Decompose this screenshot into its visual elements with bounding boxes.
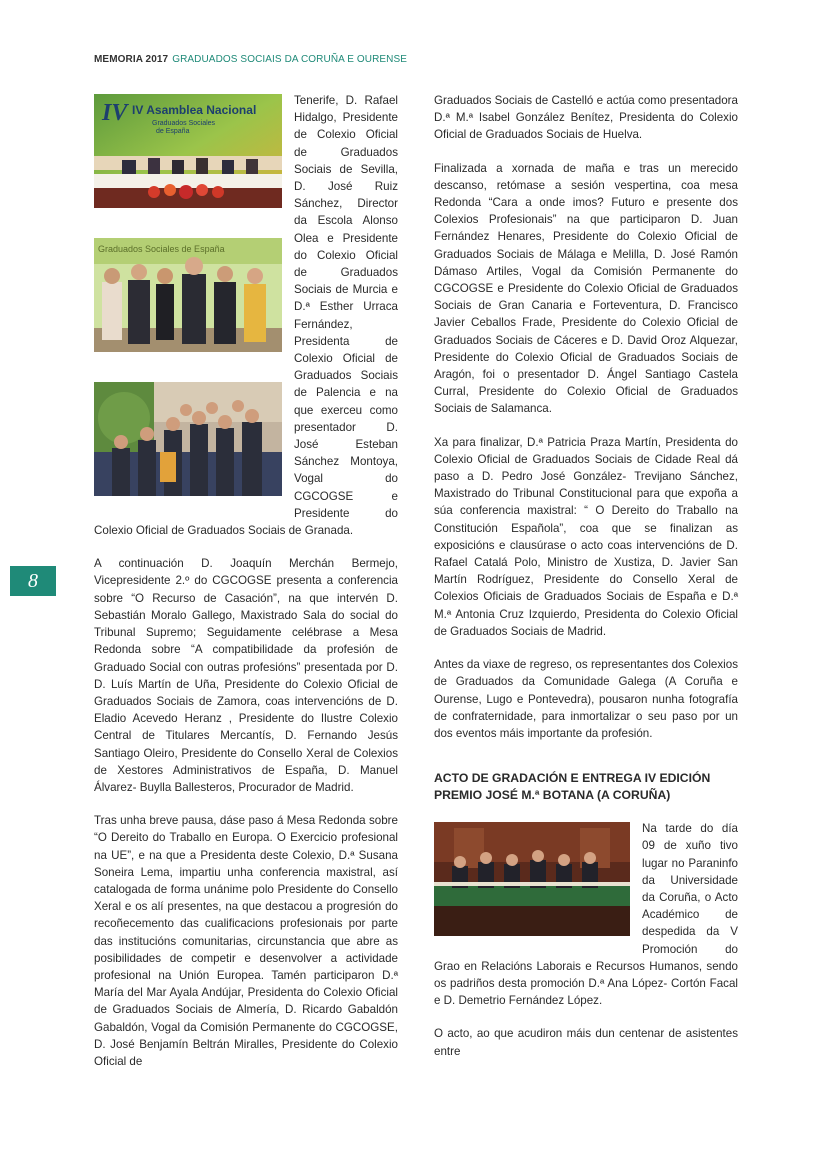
section-heading: ACTO DE GRADACIÓN E ENTREGA IV EDICIÓN PREMIO JOSÉ M.ª BOTANA (A CORUÑA): [434, 771, 711, 803]
left-paragraph-3: Tras unha breve pausa, dáse paso á Mesa Redonda sobre “O Dereito do Traballo en Europa. O Exercicio profesional na UE”, e na que a Presidenta deste Colexio, D.ª Susana Soneira Lema, impartiu unha conferencia maxistral, así catalogada de forma unánime polo Presidente do Consello Xeral e os alí presentes, na que destacou a progresión do recoñecemento das cualificacions profesionais por parte das institucións comunitarias, circunstancia que abre as posibilidades de competir e desenvolver a actividade profesional na Unión Europea. Tamén participaron D.ª María del Mar Ayala Andújar, Presidenta do Colexio Oficial de Graduados Sociais de Almería, D. Ricardo Gabaldón Gabaldón, Vogal da Comisión Permanente do CGCOGSE, D. José Benjamín Beltrán Miralles, Presidente do Colexio Oficial de: [94, 814, 398, 1068]
group-banner-text: Graduados Sociales de España: [98, 244, 225, 254]
left-paragraph-1: Tenerife, D. Rafael Hidalgo, Presidente de Colexio Oficial de Graduados Sociais de Sevilla, D. José Ruiz Sánchez, Director da Escola Alonso Olea e Presidente do Colexio Oficial de Graduados Sociais de Murcia e D.ª Esther Urraca Fernández, Presidenta de Colexio Oficial de Graduados Sociais de Palencia e na que exerceu como presentador D. José Esteban Sánchez Montoya, Vogal do CGCOGSE e Presidente do Colexio Oficial de Graduados Sociais de Granada.: [94, 94, 398, 538]
photo-group-standing: [94, 238, 282, 352]
right-paragraph-2: Finalizada a xornada de maña e tras un merecido descanso, retómase a sesión vespertina, coa mesa Redonda “Cara a onde imos? Futuro e presente dos Colexios Profesionais” na que participaron D. Juan Fernández Henares, Presidente do Colexio Oficial de Graduados Sociais de Málaga e Melilla, D. José Ramón Dámaso Artiles, Vogal da Comisión Permanente do CGCOGSE e Presidente do Colexio Oficial de Graduados Sociais de Gran Canaria e Forteventura, D. Francisco Javier Ceballos Frade, Presidente do Colexio Oficial de Graduados Sociais de Cáceres e D. David Oroz Alquezar, Presidente do Colexio Oficial de Graduados Sociais de Aragón, foi o presentador D. Ángel Santiago Castela Curral, Presidente do Colexio Oficial de Graduados Sociais de Salamanca.: [434, 161, 738, 416]
right-paragraph-5: Na tarde do día 09 de xuño tivo lugar no Paraninfo da Universidade da Coruña, o Acto Académico de despedida da V Promoción do Grao en Relacións Laborais e Recursos Humanos, sendo os padriños desta promoción D.ª Ana López- Cortón Facal e D. Demetrio Fernández López.: [434, 822, 738, 1008]
banner-line3: de España: [156, 128, 190, 135]
header-organization: GRADUADOS SOCIAIS DA CORUÑA E OURENSE: [172, 54, 408, 65]
header-report-title: MEMORIA 2017: [94, 54, 169, 65]
banner-line2: Graduados Sociales: [152, 120, 216, 127]
page-header: [94, 54, 407, 65]
photo-galician-representatives: [94, 382, 282, 496]
photo-asamblea-stage: [94, 94, 282, 208]
page-number-tab: 8: [10, 566, 56, 596]
svg-text:IV: IV: [102, 100, 128, 126]
banner-line1: IV Asamblea Nacional: [132, 103, 257, 117]
right-paragraph-6: O acto, ao que acudiron máis dun centenar de asistentes entre: [434, 1027, 738, 1058]
photo-graduation-ceremony: [434, 822, 630, 936]
right-paragraph-4: Antes da viaxe de regreso, os representantes dos Colexios de Graduados da Comunidade Galega (A Coruña e Ourense, Lugo e Pontevedra), pousaron nunha fotografía de confraternidade, para inmortalizar o seu paso por un dos eventos máis importante da profesión.: [434, 658, 738, 740]
right-paragraph-1: Graduados Sociais de Castelló e actúa como presentadora D.ª M.ª Isabel González Benítez, Presidenta do Colexio Oficial de Graduados Sociais de Huelva.: [434, 94, 738, 142]
right-paragraph-3: Xa para finalizar, D.ª Patricia Praza Martín, Presidenta do Colexio Oficial de Graduados Sociais de Cidade Real dá paso a D. Pedro José González- Trevijano Sánchez, Maxistrado do Tribunal Constitucional para que expoña a súa conferencia maxistral: “ O Dereito do Traballo na Constitución Española”, coa que se finalizan as exposicións e clausúrase o acto coas intervencións de D. Rafael Catalá Polo, Ministro de Xustiza, D. Javier San Martín Rodríguez, Presidente do Consello Xeral de Colexios Oficiais de Graduados Sociais de España e D.ª M.ª Antonia Cruz Izquierdo, Presidenta do Colexio Oficial de Graduados Sociais de Madrid.: [434, 435, 738, 638]
left-paragraph-2: A continuación D. Joaquín Merchán Bermejo, Vicepresidente 2.º do CGCOGSE presenta a conferencia sobre “O Recurso de Casación”, na que intervén D. Sebastián Moralo Gallego, Maxistrado Sala do social do Tribunal Supremo; Seguidamente celébrase a Mesa Redonda sobre “A compatibilidade da profesión de Graduado Social con outras profesións” presentada por D. D. Luís Martín de Uña, Presidente do Colexio Oficial de Graduados Sociais de Zamora, coas intervencións de D. Eladio Acevedo Heranz , Presidente do Ilustre Colexio Central de Titulares Mercantís, D. Fernando Jesús Santiago Oleiro, Presidente do Consello Xeral de Colexios de Xestores Administrativos de España, D. Manuel Álvarez- Buylla Ballesteros, Procurador de Madrid.: [94, 557, 398, 794]
right-column: [434, 92, 738, 1076]
left-column: [94, 92, 398, 1086]
